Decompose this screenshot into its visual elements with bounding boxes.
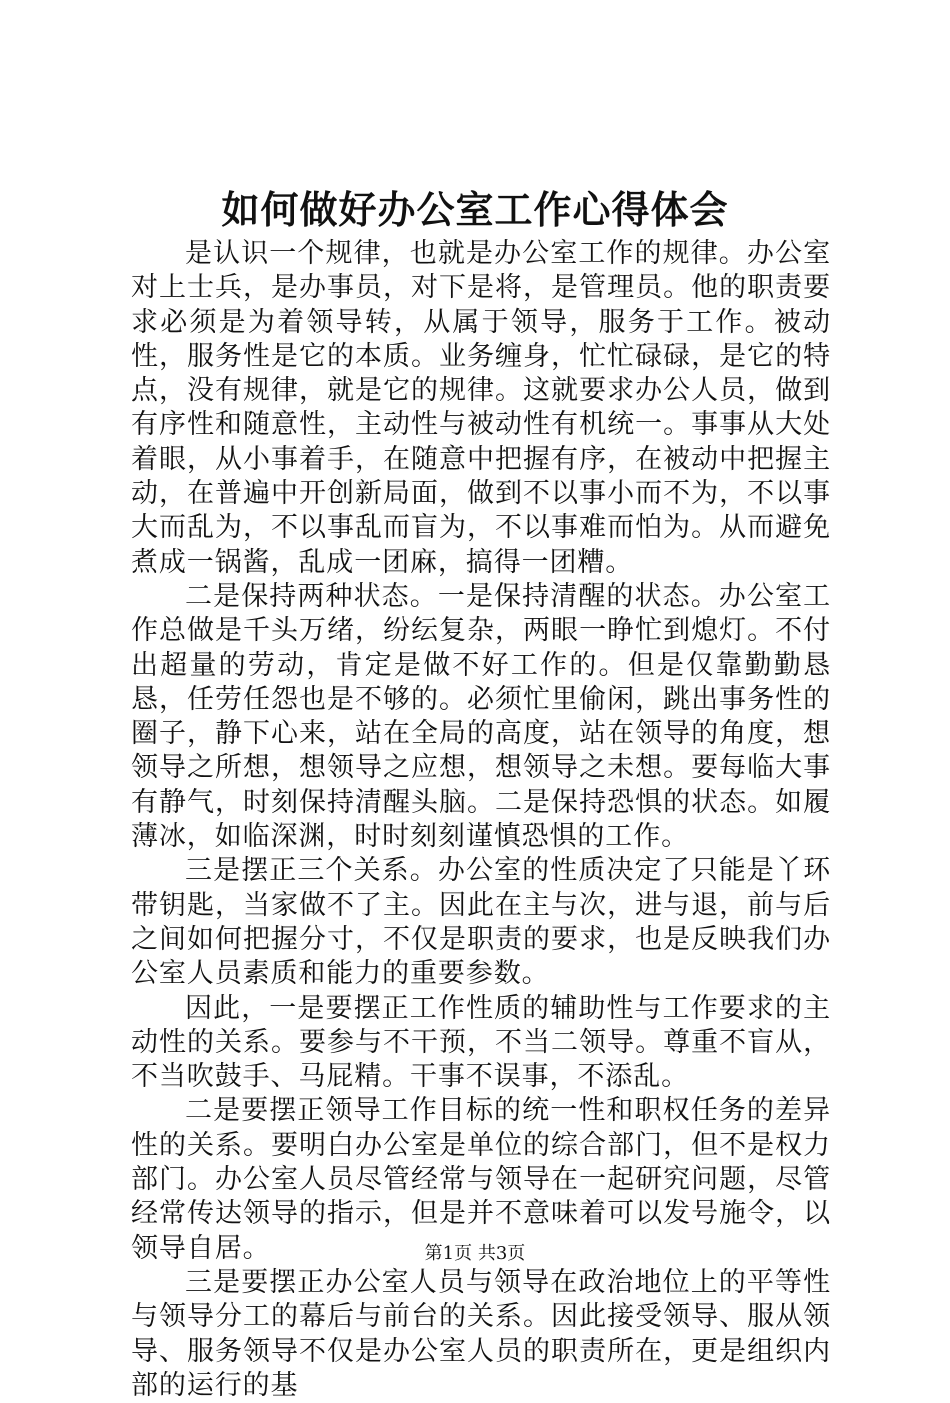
paragraph-2: 二是保持两种状态。一是保持清醒的状态。办公室工作总做是千头万绪，纷纭复杂，两眼一睁忙到熄灯。不付出超量的劳动，肯定是做不好工作的。但是仅靠勤勤恳恳，任劳任怨也是不够的。必须忙里偷闲，跳出事务性的圈子，静下心来，站在全局的高度，站在领导的角度，想领导之所想，想领导之应想，想领导之未想。要每临大事有静气，时刻保持清醒头脑。二是保持恐惧的状态。如履薄冰，如临深渊，时时刻刻谨慎恐惧的工作。 — [131, 580, 831, 853]
paragraph-6: 三是要摆正办公室人员与领导在政治地位上的平等性与领导分工的幕后与前台的关系。因此接受领导、服从领导、服务领导不仅是办公室人员的职责所在，更是组织内部的运行的基 — [131, 1266, 831, 1401]
paragraph-1: 是认识一个规律，也就是办公室工作的规律。办公室对上士兵，是办事员，对下是将，是管理员。他的职责要求必须是为着领导转，从属于领导，服务于工作。被动性，服务性是它的本质。业务缠身，忙忙碌碌，是它的特点，没有规律，就是它的规律。这就要求办公人员，做到有序性和随意性，主动性与被动性有机统一。事事从大处着眼，从小事着手，在随意中把握有序，在被动中把握主动，在普遍中开创新局面，做到不以事小而不为，不以事大而乱为，不以事乱而盲为，不以事难而怕为。从而避免煮成一锅酱，乱成一团麻，搞得一团糟。 — [131, 238, 831, 578]
paragraph-4: 因此，一是要摆正工作性质的辅助性与工作要求的主动性的关系。要参与不干预，不当二领导。尊重不盲从，不当吹鼓手、马屁精。干事不误事，不添乱。 — [131, 992, 831, 1093]
paragraph-3: 三是摆正三个关系。办公室的性质决定了只能是丫环带钥匙，当家做不了主。因此在主与次，进与退，前与后之间如何把握分寸，不仅是职责的要求，也是反映我们办公室人员素质和能力的重要参数。 — [131, 855, 831, 990]
paragraph-5: 二是要摆正领导工作目标的统一性和职权任务的差异性的关系。要明白办公室是单位的综合部门，但不是权力部门。办公室人员尽管经常与领导在一起研究问题，尽管经常传达领导的指示，但是并不意味着可以发号施令，以领导自居。 — [131, 1095, 831, 1264]
page-footer: 第1页 共3页 — [424, 1243, 526, 1264]
page-title: 如何做好办公室工作心得体会 — [221, 187, 729, 232]
document-body — [131, 237, 831, 1403]
